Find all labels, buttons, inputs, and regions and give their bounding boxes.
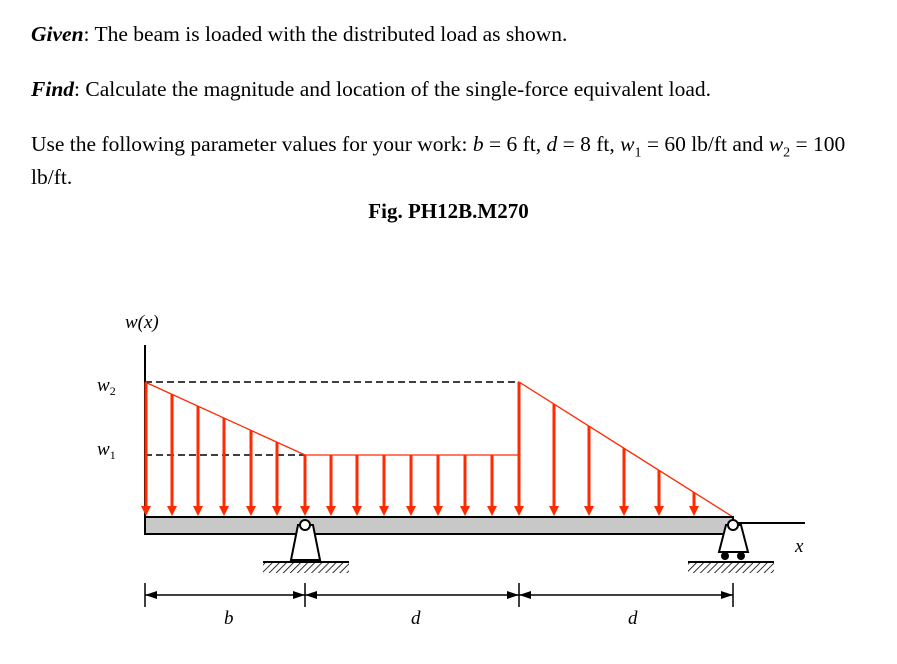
w1-subscript: 1	[634, 145, 642, 161]
load-arrow-head	[487, 506, 497, 516]
load-arrow-head	[326, 506, 336, 516]
w1-symbol: w	[620, 132, 635, 156]
load-arrow-head	[272, 506, 282, 516]
beam	[145, 517, 733, 534]
w2-subscript: 2	[783, 145, 791, 161]
load-arrow-head	[141, 506, 151, 516]
dimension-d2-label: d	[628, 608, 638, 629]
dimension-b-label: b	[224, 608, 234, 629]
dimension-d1-label: d	[411, 608, 421, 629]
parameter-prefix: Use the following parameter values for your work:	[31, 132, 473, 156]
w2-tick-label: $w_2$	[97, 375, 116, 398]
load-arrow-head	[514, 506, 524, 516]
find-text: : Calculate the magnitude and location of the single-force equivalent load.	[74, 77, 712, 101]
load-arrow-head	[193, 506, 203, 516]
load-arrow-head	[167, 506, 177, 516]
w2-value: = 100 lb/ft.	[31, 132, 846, 190]
b-symbol: b	[472, 132, 484, 156]
w1-tick-label: $w_1$	[97, 439, 116, 462]
load-arrow-head	[654, 506, 664, 516]
load-arrow-head	[352, 506, 362, 516]
load-arrow-head	[406, 506, 416, 516]
d-value: = 8 ft,	[557, 132, 621, 156]
load-arrow-head	[433, 506, 443, 516]
w2-symbol: w	[768, 132, 784, 156]
load-arrow-head	[584, 506, 594, 516]
given-text: : The beam is loaded with the distributed load as shown.	[83, 22, 568, 46]
w-axis-label: w(x)	[125, 312, 159, 333]
load-arrow-head	[300, 506, 310, 516]
figure-caption: Fig. PH12B.M270	[368, 199, 529, 223]
load-arrows	[141, 382, 699, 516]
load-arrow-head	[549, 506, 559, 516]
load-arrow-head	[379, 506, 389, 516]
dimension-lines	[145, 583, 733, 607]
x-axis-label: x	[795, 536, 804, 557]
d-symbol: d	[546, 132, 558, 156]
load-arrow-head	[219, 506, 229, 516]
load-arrow-head	[246, 506, 256, 516]
load-arrow-head	[619, 506, 629, 516]
load-arrow-head	[689, 506, 699, 516]
load-arrow-head	[460, 506, 470, 516]
given-label: Given	[31, 22, 84, 46]
b-value: = 6 ft,	[483, 132, 547, 156]
w1-value: = 60 lb/ft and	[641, 132, 769, 156]
find-label: Find	[31, 77, 75, 101]
